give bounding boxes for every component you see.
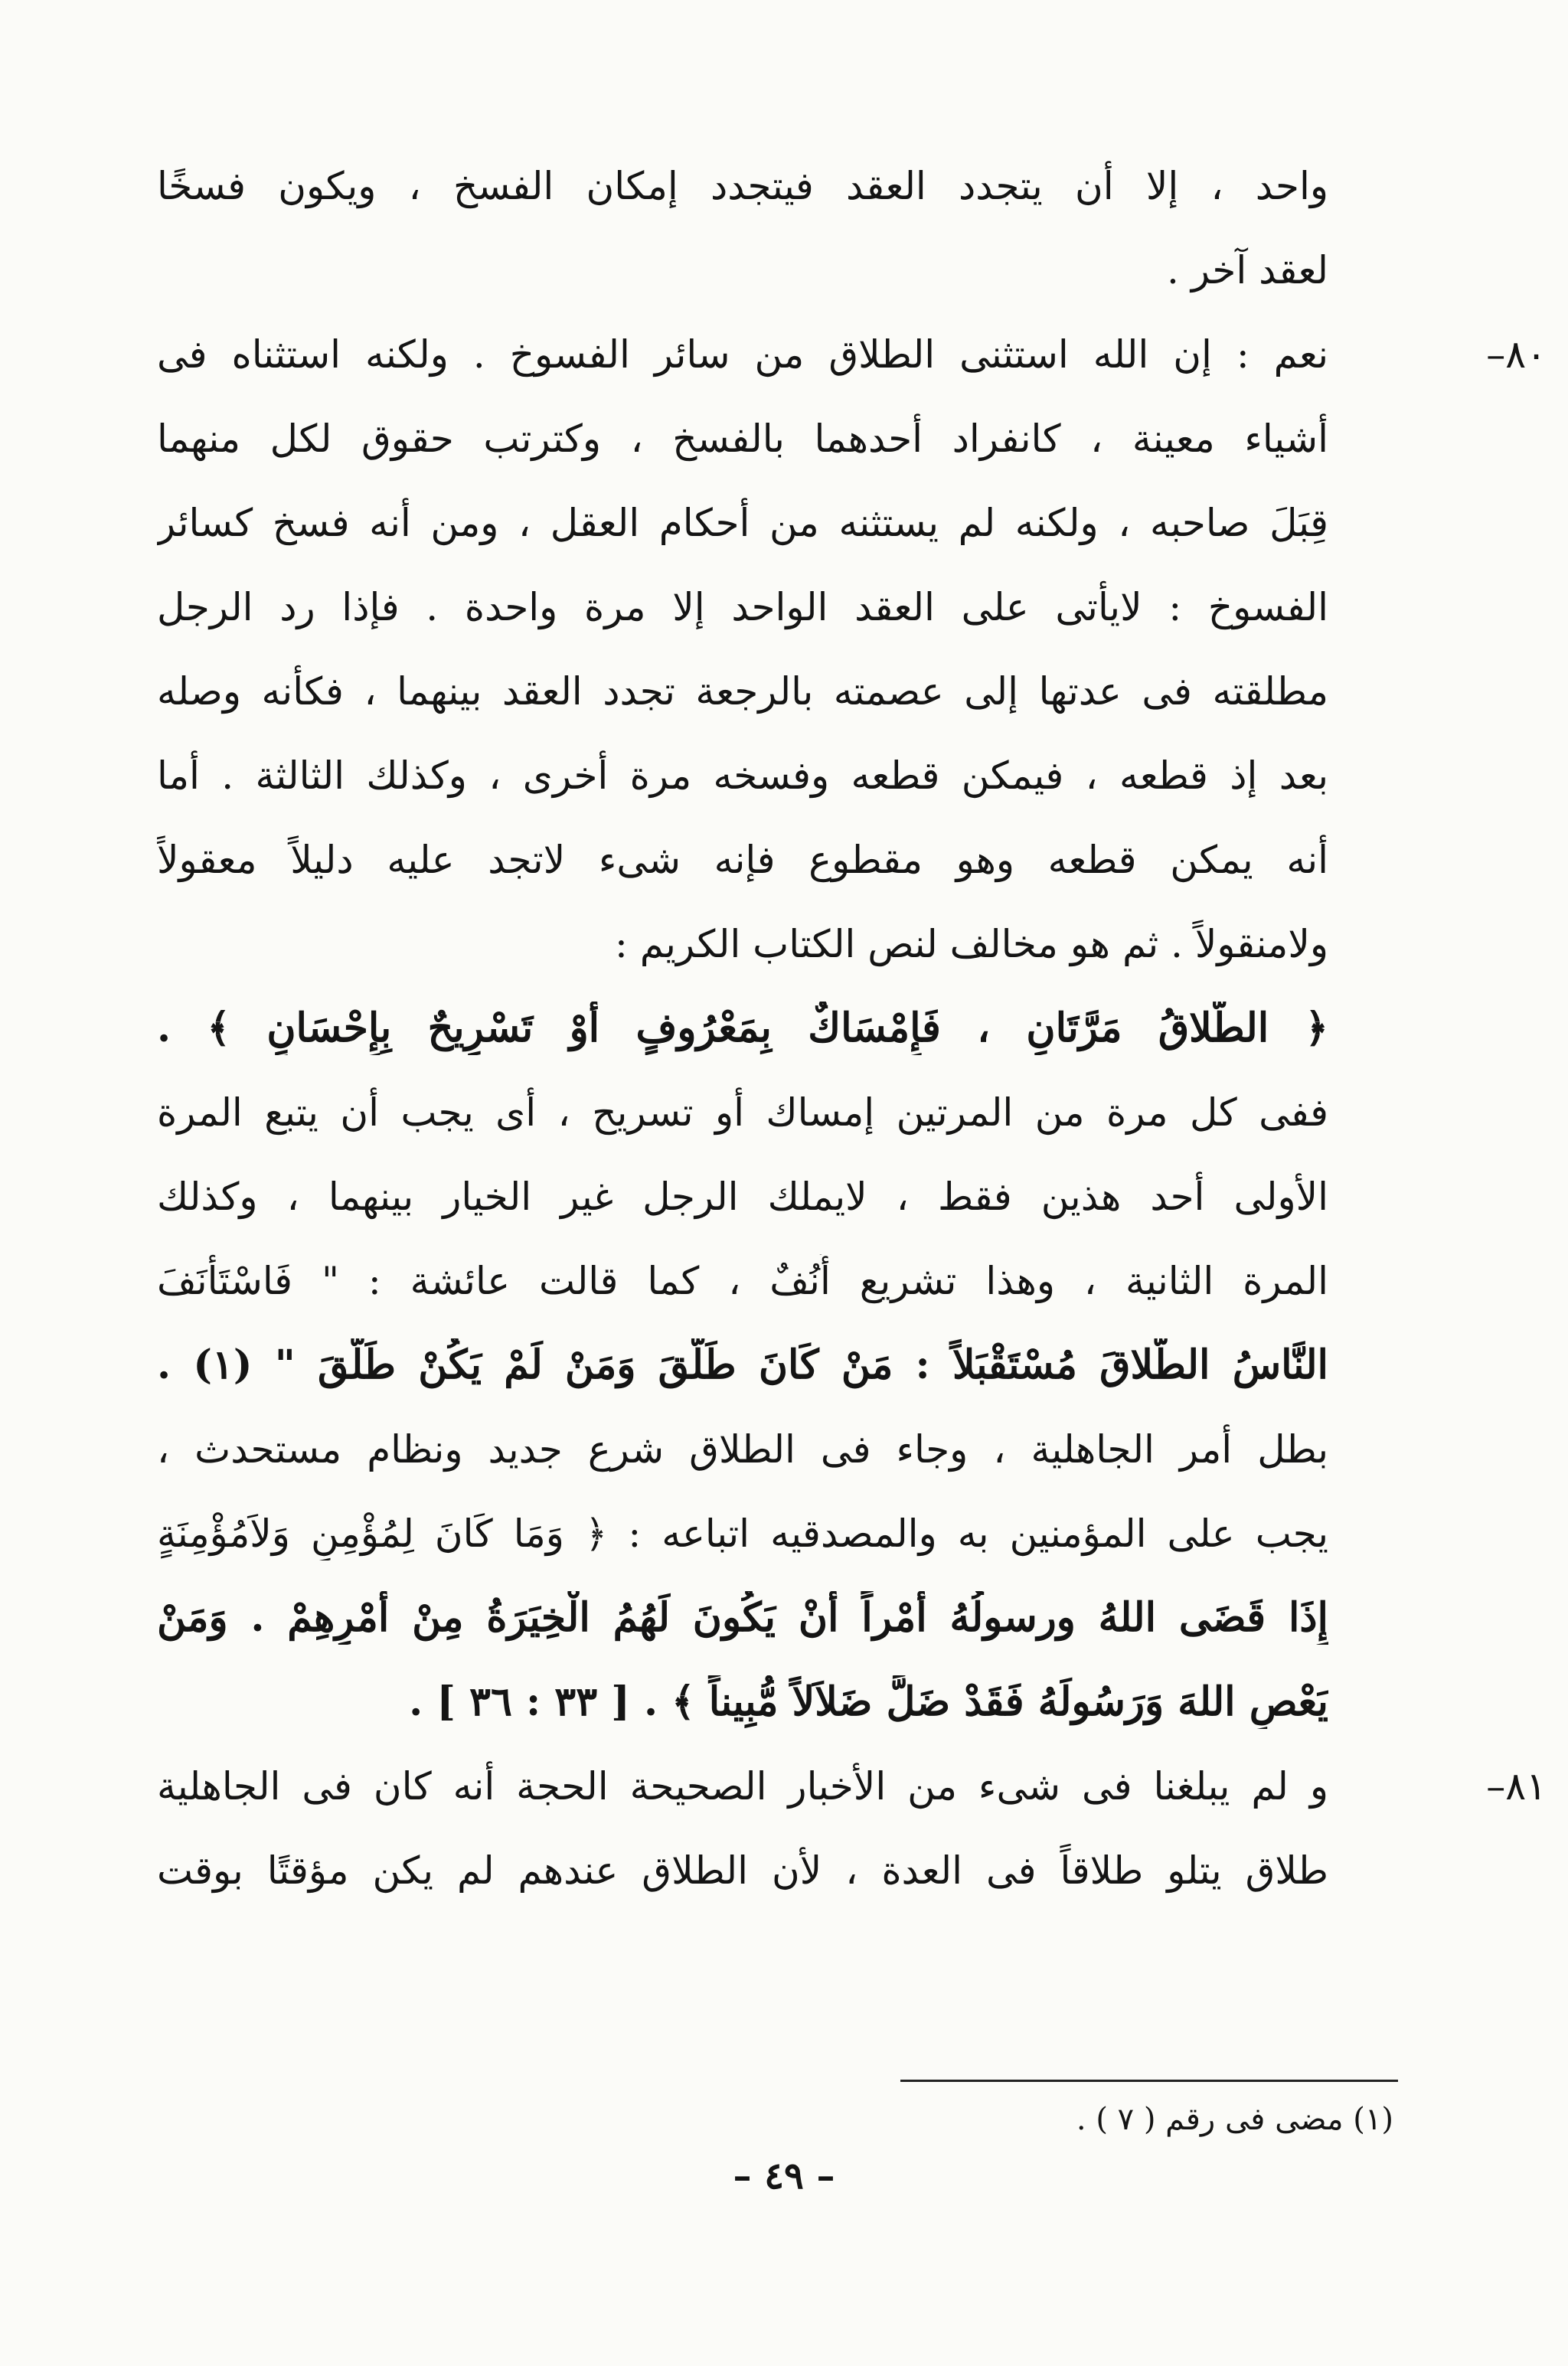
page-number: – ٤٩ –: [733, 2155, 835, 2198]
text-line: أنه يمكن قطعه وهو مقطوع فإنه شىء لاتجد عليه دليلاً معقولاً: [157, 838, 1328, 882]
text-line: ولامنقولاً . ثم هو مخالف لنص الكتاب الكريم :: [615, 922, 1328, 966]
text-line: الفسوخ : لايأتى على العقد الواحد إلا مرة واحدة . فإذا رد الرجل: [157, 585, 1328, 629]
text-line: بعد إذ قطعه ، فيمكن قطعه وفسخه مرة أخرى ، وكذلك الثالثة . أما: [157, 753, 1328, 798]
text-line: نعم : إن الله استثنى الطلاق من سائر الفسوخ . ولكنه استثناه فى: [157, 332, 1328, 377]
text-line: واحد ، إلا أن يتجدد العقد فيتجدد إمكان الفسخ ، ويكون فسخًا: [157, 164, 1328, 208]
text-line: أشياء معينة ، كانفراد أحدهما بالفسخ ، وكترتب حقوق لكل منهما: [157, 417, 1328, 461]
footnote-divider: [900, 2080, 1398, 2082]
text-line: بطل أمر الجاهلية ، وجاء فى الطلاق شرع جديد ونظام مستحدث ،: [157, 1427, 1328, 1472]
text-line: مطلقته فى عدتها إلى عصمته بالرجعة تجدد العقد بينهما ، فكأنه وصله: [157, 669, 1328, 714]
paragraph-number: ٨١–: [1486, 1764, 1547, 1809]
text-line: يجب على المؤمنين به والمصدقيه اتباعه : ﴿ وَمَا كَانَ لِمُؤْمِنٍ وَلاَمُؤْمِنَةٍ: [157, 1511, 1328, 1556]
text-line: طلاق يتلو طلاقاً فى العدة ، لأن الطلاق عندهم لم يكن مؤقتًا بوقت: [157, 1848, 1328, 1893]
quran-verse-line: ﴿ الطَّلاقُ مَرَّتَانِ ، فَإِمْسَاكٌ بِمَعْرُوفٍ أَوْ تَسْرِيحٌ بِإِحْسَانٍ ﴾ .: [157, 1005, 1328, 1051]
quran-verse-line: يَعْصِ اللهَ وَرَسُولَهُ فَقَدْ ضَلَّ ضَلاَلاً مُّبِيناً ﴾ . [ ٣٣ : ٣٦ ] .: [409, 1678, 1328, 1725]
text-line: و لم يبلغنا فى شىء من الأخبار الصحيحة الحجة أنه كان فى الجاهلية: [157, 1764, 1328, 1809]
text-line: ففى كل مرة من المرتين إمساك أو تسريح ، أى يجب أن يتبع المرة: [157, 1090, 1328, 1135]
text-line: قِبَلَ صاحبه ، ولكنه لم يستثنه من أحكام العقل ، ومن أنه فسخ كسائر: [157, 501, 1328, 545]
text-line: لعقد آخر .: [1167, 248, 1328, 292]
paragraph-number: ٨٠–: [1486, 332, 1547, 377]
text-line: الأولى أحد هذين فقط ، لايملك الرجل غير الخيار بينهما ، وكذلك: [157, 1175, 1328, 1219]
footnote: (١) مضى فى رقم ( ٧ ) .: [1076, 2102, 1393, 2137]
quran-verse-line: إِذَا قَضَى اللهُ ورسولُهُ أَمْراً أَنْ يَكُونَ لَهُمُ الْخِيَرَةُ مِنْ أَمْرِهِمْ . وَمَنْ: [157, 1594, 1328, 1641]
quote-line: النَّاسُ الطَّلاقَ مُسْتَقْبَلاً : مَنْ كَانَ طَلَّقَ وَمَنْ لَمْ يَكُنْ طَلَّقَ " (١) .: [157, 1341, 1328, 1388]
text-line: المرة الثانية ، وهذا تشريع أُنُفٌ ، كما قالت عائشة : " فَاسْتَأْنَفَ: [157, 1259, 1328, 1303]
